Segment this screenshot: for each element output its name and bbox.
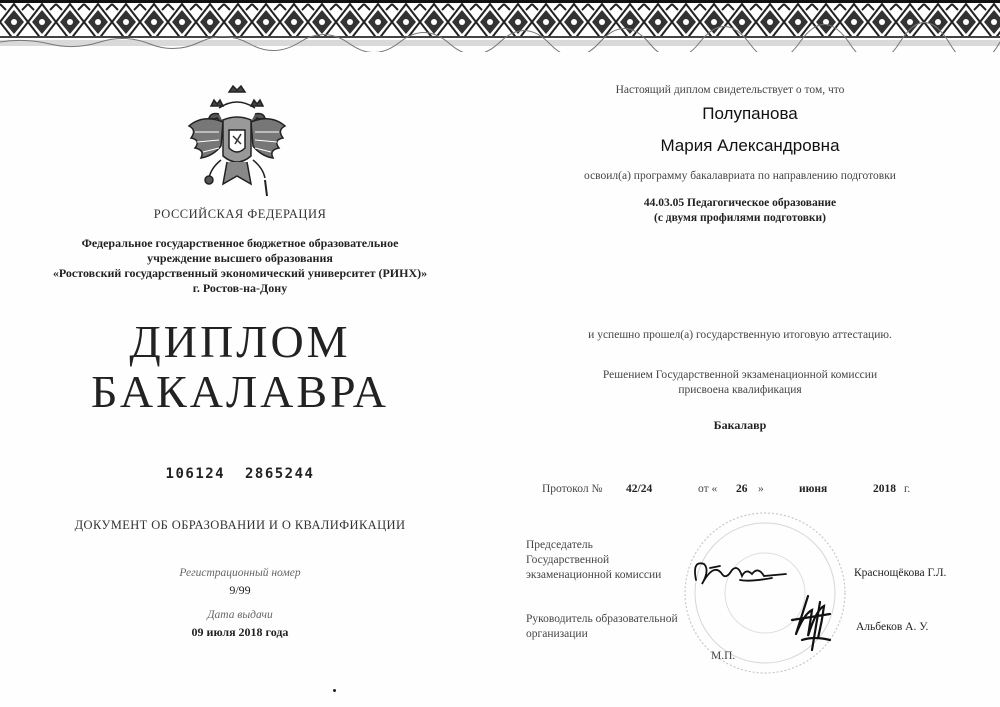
protocol-day: 26 — [736, 483, 748, 495]
chair-line: Государственной — [526, 554, 610, 566]
issue-date: 09 июля 2018 года — [191, 625, 289, 639]
protocol-from: от « — [698, 483, 718, 495]
head-line: организации — [526, 628, 588, 640]
chair-title — [526, 538, 696, 583]
chair-line: экзаменационной комиссии — [526, 569, 662, 581]
program-name — [560, 196, 920, 226]
ink-dot — [333, 689, 336, 692]
seal-place-label: М.П. — [711, 650, 736, 662]
protocol-quote: » — [758, 483, 764, 495]
protocol-number: 42/24 — [626, 483, 653, 495]
country-name: РОССИЙСКАЯ ФЕДЕРАЦИЯ — [153, 207, 327, 221]
program-code-line: 44.03.05 Педагогическое образование — [643, 197, 837, 209]
commission-decision — [520, 368, 960, 398]
institution-line: «Ростовский государственный экономический университет (РИНХ)» — [52, 266, 428, 280]
diploma-title-line1: ДИПЛОМ — [129, 316, 351, 367]
protocol-row — [530, 483, 960, 501]
institution-city: г. Ростов-на-Дону — [192, 281, 288, 295]
protocol-month: июня — [799, 483, 828, 495]
attestation-text: и успешно прошел(а) государственную итоговую аттестацию. — [588, 329, 892, 341]
institution-line: учреждение высшего образования — [147, 251, 333, 265]
head-name: Альбеков А. У. — [856, 621, 929, 633]
issue-date-label: Дата выдачи — [207, 609, 273, 621]
diploma-title-line2: БАКАЛАВРА — [91, 366, 389, 417]
institution-block — [40, 236, 440, 296]
certifies-text: Настоящий диплом свидетельствует о том, что — [615, 84, 845, 96]
protocol-year-suffix: г. — [904, 483, 911, 495]
qualification: Бакалавр — [713, 418, 767, 432]
program-profile-line: (с двумя профилями подготовки) — [654, 212, 826, 224]
double-headed-eagle-emblem-icon — [183, 84, 291, 204]
registration-number: 9/99 — [229, 583, 251, 597]
registration-label: Регистрационный номер — [179, 567, 301, 579]
protocol-label: Протокол № — [542, 483, 603, 495]
head-line: Руководитель образовательной — [526, 613, 678, 625]
signatures — [680, 540, 970, 660]
ornamental-border — [0, 0, 1000, 52]
document-type: ДОКУМЕНТ ОБ ОБРАЗОВАНИИ И О КВАЛИФИКАЦИИ — [74, 518, 406, 532]
head-signature — [792, 596, 830, 650]
chair-name: Краснощёкова Г.Л. — [854, 567, 947, 579]
mastered-program-text: освоил(а) программу бакалавриата по направлению подготовки — [584, 170, 896, 182]
graduate-surname: Полупанова — [702, 104, 798, 123]
serial-number: 106124 2865244 — [165, 466, 315, 482]
decision-line: присвоена квалификация — [678, 384, 802, 396]
decision-line: Решением Государственной экзаменационной комиссии — [602, 369, 878, 381]
chair-line: Председатель — [526, 539, 593, 551]
chair-signature — [695, 563, 786, 584]
graduate-given-names: Мария Александровна — [660, 136, 840, 155]
protocol-year: 2018 — [873, 483, 896, 495]
institution-line: Федеральное государственное бюджетное образовательное — [81, 236, 399, 250]
